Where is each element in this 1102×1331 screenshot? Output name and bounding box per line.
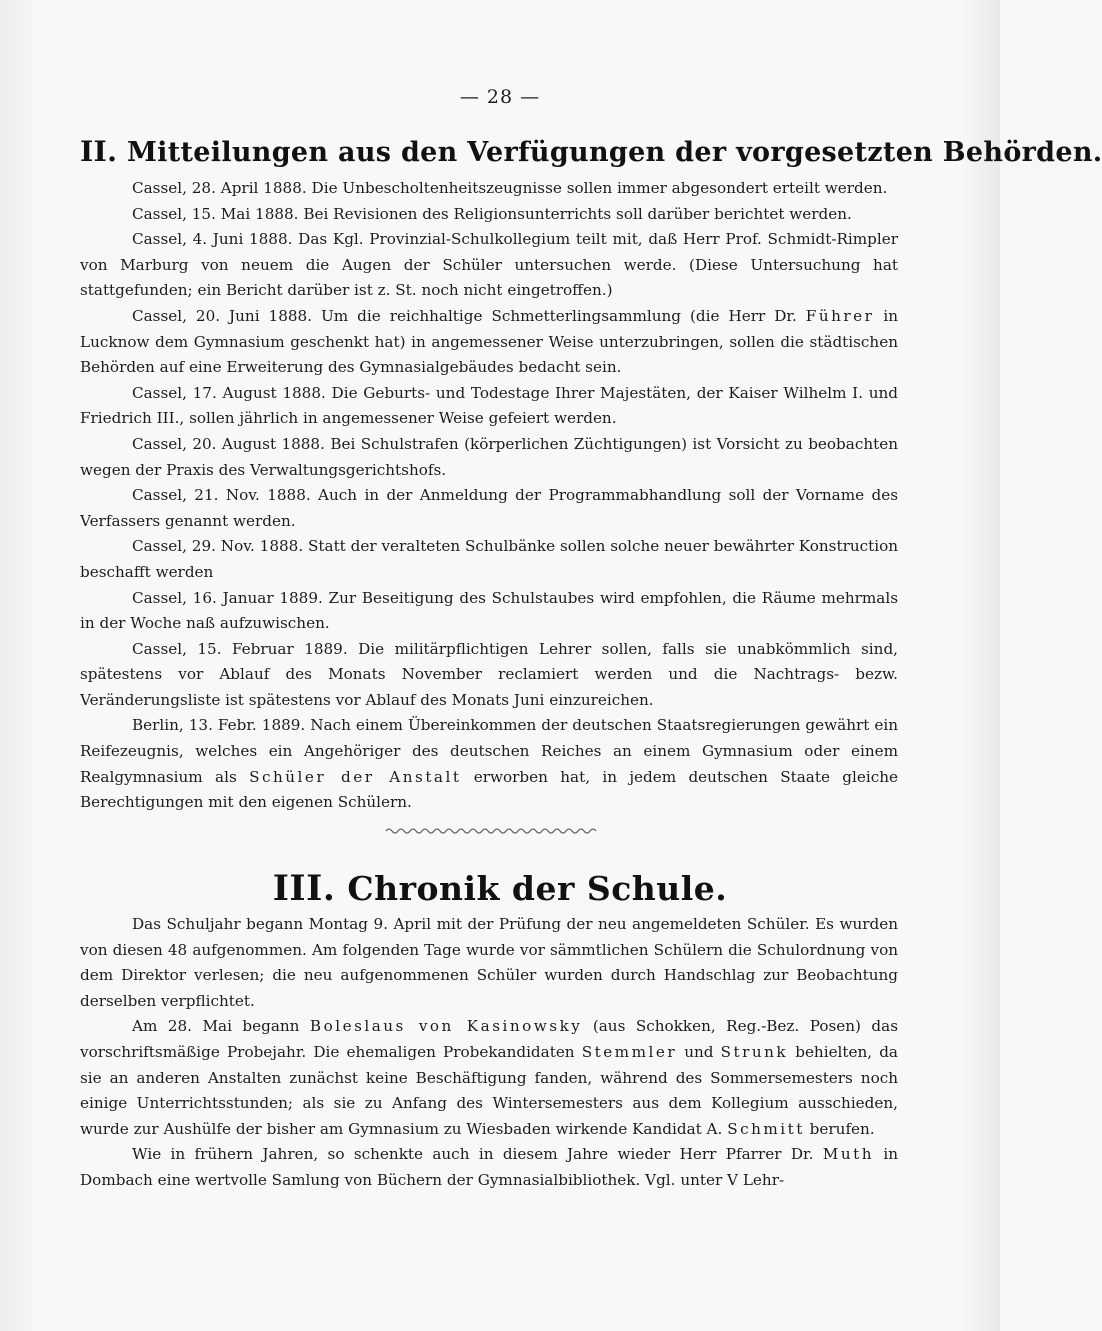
chronicle-paragraph: Wie in frühern Jahren, so schenkte auch in diesem Jahre wieder Herr Pfarrer Dr. Muth in Dombach eine wertvolle Samlung von Büchern der Gymnasialbibliothek. Vgl. unter V Lehr- bbox=[80, 1145, 899, 1189]
chronicle-paragraph: Das Schuljahr begann Montag 9. April mit der Prüfung der neu angemeldeten Schüler. Es wurden von diesen 48 aufgenommen. Am folgenden Tage wurde vor sämmtlichen Schülern die Schulordnung von dem Direktor verlesen; die neu aufgenommenen Schüler wurden durch Handschlag zur Beobachtung derselben verpflichtet. bbox=[80, 915, 898, 1010]
decree-paragraph: Cassel, 15. Mai 1888. Bei Revisionen des Religionsunterrichts soll darüber berichtet werden. bbox=[132, 204, 852, 223]
decree-paragraph: Cassel, 21. Nov. 1888. Auch in der Anmeldung der Programmabhandlung soll der Vorname des Verfassers genannt werden. bbox=[80, 486, 898, 530]
decree-paragraph: Cassel, 4. Juni 1888. Das Kgl. Provinzial-Schulkollegium teilt mit, daß Herr Prof. Schmidt-Rimpler von Marburg von neuem die Augen der Schüler untersuchen werde. (Diese Untersuchung hat stattgefunden; ein Bericht darüber ist z. St. noch nicht eingetroffen.) bbox=[80, 230, 898, 300]
section-ii-body bbox=[80, 176, 898, 816]
decree-paragraph: Cassel, 20. August 1888. Bei Schulstrafen (körperlichen Züchtigungen) ist Vorsicht zu beobachten wegen der Praxis des Verwaltungsgerichtshofs. bbox=[80, 434, 898, 479]
chronicle-paragraph: Am 28. Mai begann Boleslaus von Kasinowsky (aus Schokken, Reg.-Bez. Posen) das vorschriftsmäßige Probejahr. Die ehemaligen Probekandidaten Stemmler und Strunk behielten, da sie an anderen Anstalten zunächst keine Beschäftigung fanden, während des Sommersemesters noch einige Unterrichtsstunden; als sie zu Anfang des Wintersemesters aus dem Kollegium ausschieden, wurde zur Aushülfe der bisher am Gymnasium zu Wiesbaden wirkende Kandidat A. Schmitt berufen. bbox=[80, 1017, 898, 1138]
decree-paragraph: Cassel, 29. Nov. 1888. Statt der veralteten Schulbänke sollen solche neuer bewährter Konstruction beschafft werden bbox=[80, 537, 898, 581]
decree-paragraph: Cassel, 17. August 1888. Die Geburts- und Todestage Ihrer Majestäten, der Kaiser Wilhelm I. und Friedrich III., sollen jährlich in angemessener Weise gefeiert werden. bbox=[80, 383, 898, 428]
decree-paragraph: Cassel, 15. Februar 1889. Die militärpflichtigen Lehrer sollen, falls sie unabkömmlich sind, spätestens vor Ablauf des Monats November reclamiert werden und die Nachtrags- bezw. Veränderungsliste ist spätestens vor Ablauf des Monats Juni einzureichen. bbox=[80, 639, 898, 709]
section-iii-body bbox=[80, 912, 898, 1194]
decree-paragraph: Berlin, 13. Febr. 1889. Nach einem Übereinkommen der deutschen Staatsregierungen gewährt ein Reifezeugnis, welches ein Angehöriger des deutschen Reiches an einem Gymnasium oder einem Realgymnasium als Schüler der Anstalt erworben hat, in jedem deutschen Staate gleiche Berechtigungen mit den eigenen Schülern. bbox=[80, 716, 898, 812]
section-heading-ii bbox=[80, 134, 1102, 168]
spaced-phrase: Schüler der Anstalt bbox=[249, 767, 462, 786]
spaced-name: Muth bbox=[822, 1145, 874, 1164]
spaced-name: Schmitt bbox=[727, 1119, 805, 1138]
section-heading-iii bbox=[80, 868, 920, 909]
section-title: Chronik der Schule. bbox=[347, 869, 728, 908]
spaced-name: Strunk bbox=[720, 1042, 789, 1061]
section-numeral: III. bbox=[272, 868, 336, 909]
section-numeral: II. bbox=[80, 134, 118, 168]
section-title: Mitteilungen aus den Verfügungen der vorgesetzten Behörden. bbox=[127, 137, 1102, 168]
decree-paragraph: Cassel, 28. April 1888. Die Unbescholtenheitszeugnisse sollen immer abgesondert erteilt werden. bbox=[132, 179, 888, 197]
spaced-name: Führer bbox=[805, 306, 875, 325]
spaced-name: Boleslaus von Kasinowsky bbox=[309, 1017, 583, 1036]
decree-paragraph: Cassel, 20. Juni 1888. Um die reichhaltige Schmetterlingsammlung (die Herr Dr. Führer in Lucknow dem Gymnasium geschenkt hat) in angemessener Weise unterzubringen, sollen die städtischen Behörden auf eine Erweiterung des Gymnasialgebäudes bedacht sein. bbox=[80, 306, 899, 377]
page-number: — 28 — bbox=[459, 86, 541, 108]
decree-paragraph: Cassel, 16. Januar 1889. Zur Beseitigung des Schulstaubes wird empfohlen, die Räume mehrmals in der Woche naß aufzuwischen. bbox=[80, 588, 898, 633]
wavy-divider bbox=[386, 826, 596, 836]
spaced-name: Stemmler bbox=[581, 1042, 678, 1061]
